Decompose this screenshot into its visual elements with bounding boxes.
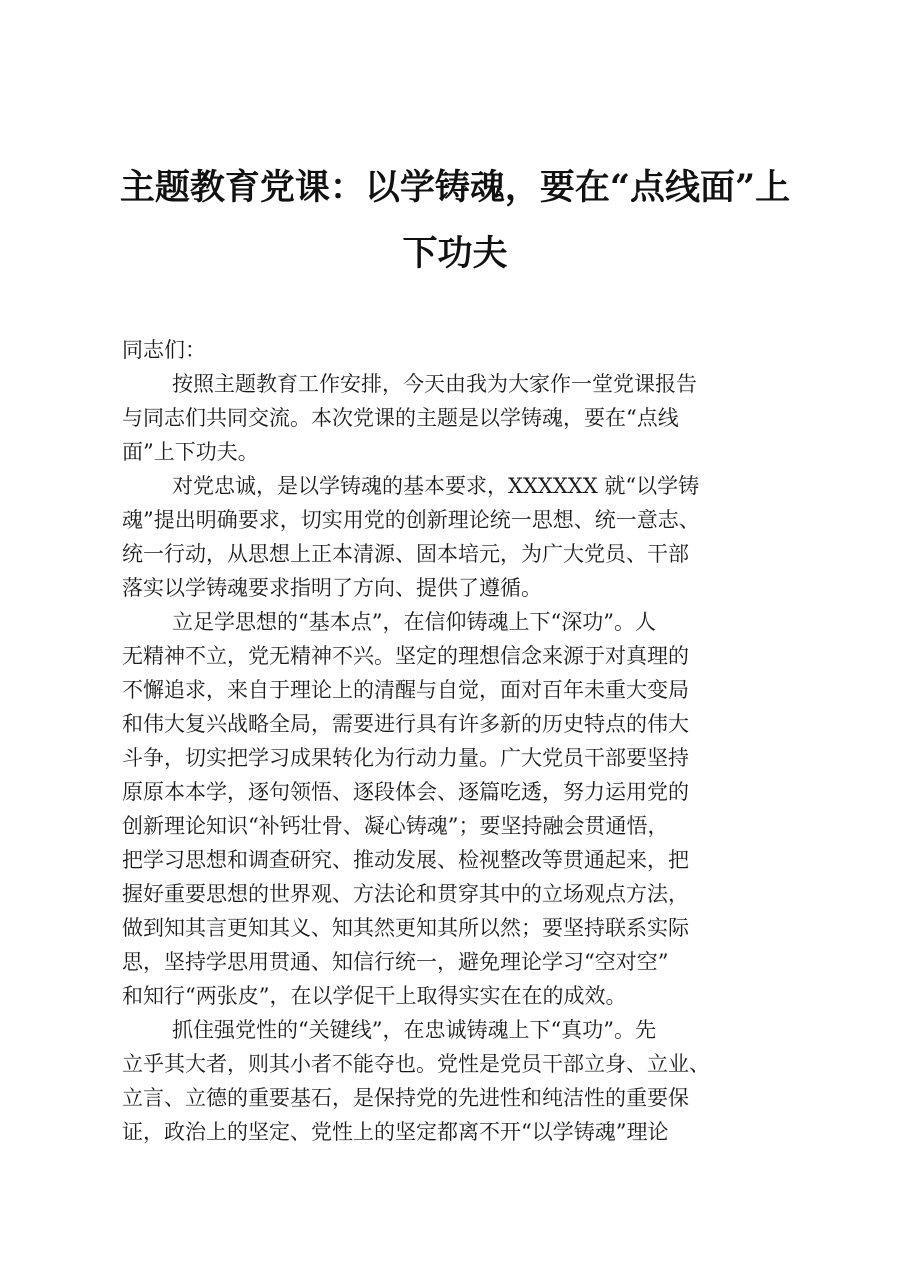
body-text-line: 立言、立德的重要基石，是保持党的先进性和纯洁性的重要保 (122, 1086, 689, 1110)
body-text-line: 统一行动，从思想上正本清源、固本培元，为广大党员、干部 (122, 542, 689, 566)
body-text-line: 和知行“两张皮”，在以学促干上取得实实在在的成效。 (122, 984, 627, 1008)
body-text-line: 不懈追求，来自于理论上的清醒与自觉，面对百年未重大变局 (122, 678, 689, 702)
body-text-line: 无精神不立，党无精神不兴。坚定的理想信念来源于对真理的 (122, 644, 689, 668)
body-text-line: 思，坚持学思用贯通、知信行统一，避免理论学习“空对空” (122, 950, 669, 974)
body-text-line: 按照主题教育工作安排，今天由我为大家作一堂党课报告 (172, 372, 697, 396)
body-text-line: 握好重要思想的世界观、方法论和贯穿其中的立场观点方法， (122, 882, 689, 906)
body-text-line: 证，政治上的坚定、党性上的坚定都离不开“以学铸魂”理论 (122, 1120, 669, 1144)
body-text-line: 与同志们共同交流。本次党课的主题是以学铸魂，要在“点线 (122, 406, 679, 430)
document-body (122, 333, 802, 1149)
body-text-line: 做到知其言更知其义、知其然更知其所以然；要坚持联系实际 (122, 916, 689, 940)
body-text-line: 落实以学铸魂要求指明了方向、提供了遵循。 (122, 576, 542, 600)
salutation-line: 同志们： (122, 338, 206, 362)
document-title-line-1: 主题教育党课：以学铸魂，要在“点线面”上 (119, 167, 791, 208)
body-text-line: 魂”提出明确要求，切实用党的创新理论统一思想、统一意志、 (122, 508, 700, 532)
body-text-line: 面”上下功夫。 (122, 440, 259, 464)
body-text-line: 创新理论知识“补钙壮骨、凝心铸魂”；要坚持融会贯通悟， (122, 814, 669, 838)
body-text-line: 立足学思想的“基本点”，在信仰铸魂上下“深功”。人 (172, 610, 656, 634)
body-text-line: 斗争，切实把学习成果转化为行动力量。广大党员干部要坚持 (122, 746, 689, 770)
body-text-line: 立乎其大者，则其小者不能夺也。党性是党员干部立身、立业、 (122, 1052, 710, 1076)
body-text-line: 对党忠诚，是以学铸魂的基本要求，XXXXXX 就“以学铸 (172, 474, 700, 498)
body-text-line: 抓住强党性的“关键线”，在忠诚铸魂上下“真功”。先 (172, 1018, 656, 1042)
document-title-line-2: 下功夫 (402, 233, 508, 274)
body-text-line: 把学习思想和调查研究、推动发展、检视整改等贯通起来，把 (122, 848, 689, 872)
body-text-line: 和伟大复兴战略全局，需要进行具有许多新的历史特点的伟大 (122, 712, 689, 736)
body-text-line: 原原本本学，逐句领悟、逐段体会、逐篇吃透，努力运用党的 (122, 780, 689, 804)
